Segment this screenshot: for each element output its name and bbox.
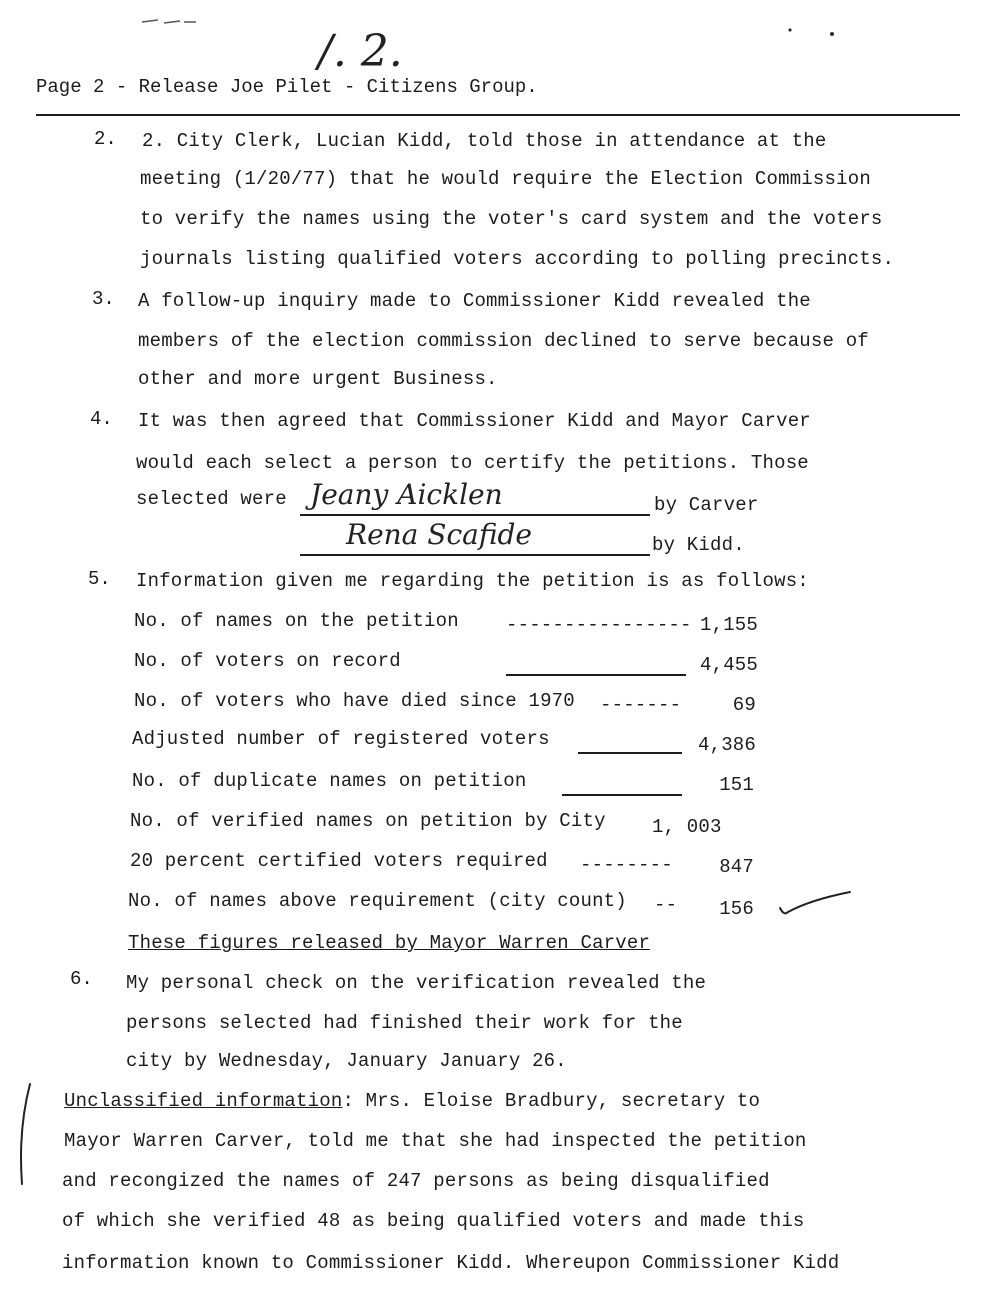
unclassified-line-2: Mayor Warren Carver, told me that she had inspected the petition bbox=[64, 1130, 807, 1152]
stats-footer: These figures released by Mayor Warren Carver bbox=[128, 932, 651, 954]
unclassified-line-5: information known to Commissioner Kidd. Whereupon Commissioner Kidd bbox=[62, 1252, 840, 1274]
item-3-line-2: members of the election commission declined to serve because of bbox=[138, 330, 869, 352]
stat-value: 4,386 bbox=[697, 734, 756, 756]
scan-mark bbox=[140, 14, 200, 28]
signature-line-kidd bbox=[300, 518, 650, 556]
stat-leader: -- bbox=[654, 894, 678, 916]
item-2-line-3: to verify the names using the voter's card system and the voters bbox=[140, 208, 883, 230]
stat-value: 156 bbox=[719, 898, 754, 920]
stat-leader: ------- bbox=[600, 694, 682, 716]
unclassified-heading: Unclassified information bbox=[64, 1090, 343, 1112]
scan-dots bbox=[780, 22, 840, 42]
stat-label: 20 percent certified voters required bbox=[130, 850, 548, 872]
item-3-line-3: other and more urgent Business. bbox=[138, 368, 498, 390]
item-number: 6. bbox=[70, 968, 93, 990]
stat-label: No. of voters on record bbox=[134, 650, 401, 672]
unclassified-line-3: and recongized the names of 247 persons as being disqualified bbox=[62, 1170, 770, 1192]
item-2-line-1: 2. City Clerk, Lucian Kidd, told those in attendance at the bbox=[142, 130, 827, 152]
stat-value: 4,455 bbox=[699, 654, 758, 676]
page-header: Page 2 - Release Joe Pilet - Citizens Group. bbox=[36, 76, 538, 98]
item-number: 3. bbox=[92, 288, 115, 310]
item-5-line-1: Information given me regarding the petition is as follows: bbox=[136, 570, 809, 592]
stat-label: No. of voters who have died since 1970 bbox=[134, 690, 575, 712]
handwritten-page-mark: /. 2. bbox=[318, 26, 403, 77]
stat-label: No. of duplicate names on petition bbox=[132, 770, 527, 792]
stat-leader: ---------------- bbox=[506, 614, 692, 636]
stat-label: No. of names above requirement (city count) bbox=[128, 890, 627, 912]
handwritten-name-kidd: Rena Scafide bbox=[346, 518, 533, 551]
item-2-line-2: meeting (1/20/77) that he would require the Election Commission bbox=[140, 168, 871, 190]
handwritten-name-carver: Jeany Aicklen bbox=[310, 478, 503, 511]
stat-blank-line bbox=[578, 752, 682, 754]
stat-label: No. of verified names on petition by City bbox=[130, 810, 606, 832]
item-6-line-3: city by Wednesday, January January 26. bbox=[126, 1050, 567, 1072]
stat-label: Adjusted number of registered voters bbox=[132, 728, 550, 750]
stat-value: 69 bbox=[732, 694, 756, 716]
item-6-line-1: My personal check on the verification revealed the bbox=[126, 972, 707, 994]
item-number: 2. bbox=[94, 128, 117, 150]
margin-bracket-mark bbox=[8, 1080, 38, 1190]
signature-line-carver bbox=[300, 478, 650, 516]
item-3-line-1: A follow-up inquiry made to Commissioner Kidd revealed the bbox=[138, 290, 811, 312]
stat-leader: -------- bbox=[580, 854, 673, 876]
unclassified-line-4: of which she verified 48 as being qualified voters and made this bbox=[62, 1210, 805, 1232]
unclassified-line-1-text: : Mrs. Eloise Bradbury, secretary to bbox=[342, 1090, 761, 1112]
selected-suffix-carver: by Carver bbox=[654, 494, 759, 516]
selected-prefix: selected were bbox=[136, 488, 287, 510]
stat-value: 151 bbox=[719, 774, 754, 796]
item-number: 5. bbox=[88, 568, 111, 590]
item-6-line-2: persons selected had finished their work for the bbox=[126, 1012, 683, 1034]
item-2-line-4: journals listing qualified voters according to polling precincts. bbox=[140, 248, 895, 270]
item-4-line-2: would each select a person to certify the petitions. Those bbox=[136, 452, 809, 474]
stat-blank-line bbox=[562, 794, 682, 796]
stat-blank-line bbox=[506, 674, 686, 676]
handwritten-check-icon bbox=[776, 886, 856, 922]
selected-suffix-kidd: by Kidd. bbox=[652, 534, 745, 556]
stat-value: 1,155 bbox=[699, 614, 758, 636]
header-rule bbox=[36, 114, 960, 116]
unclassified-line-1 bbox=[64, 1090, 760, 1112]
item-number: 4. bbox=[90, 408, 113, 430]
stat-label: No. of names on the petition bbox=[134, 610, 459, 632]
item-4-line-1: It was then agreed that Commissioner Kidd and Mayor Carver bbox=[138, 410, 811, 432]
stat-value: 1, 003 bbox=[652, 816, 722, 838]
stat-value: 847 bbox=[719, 856, 754, 878]
